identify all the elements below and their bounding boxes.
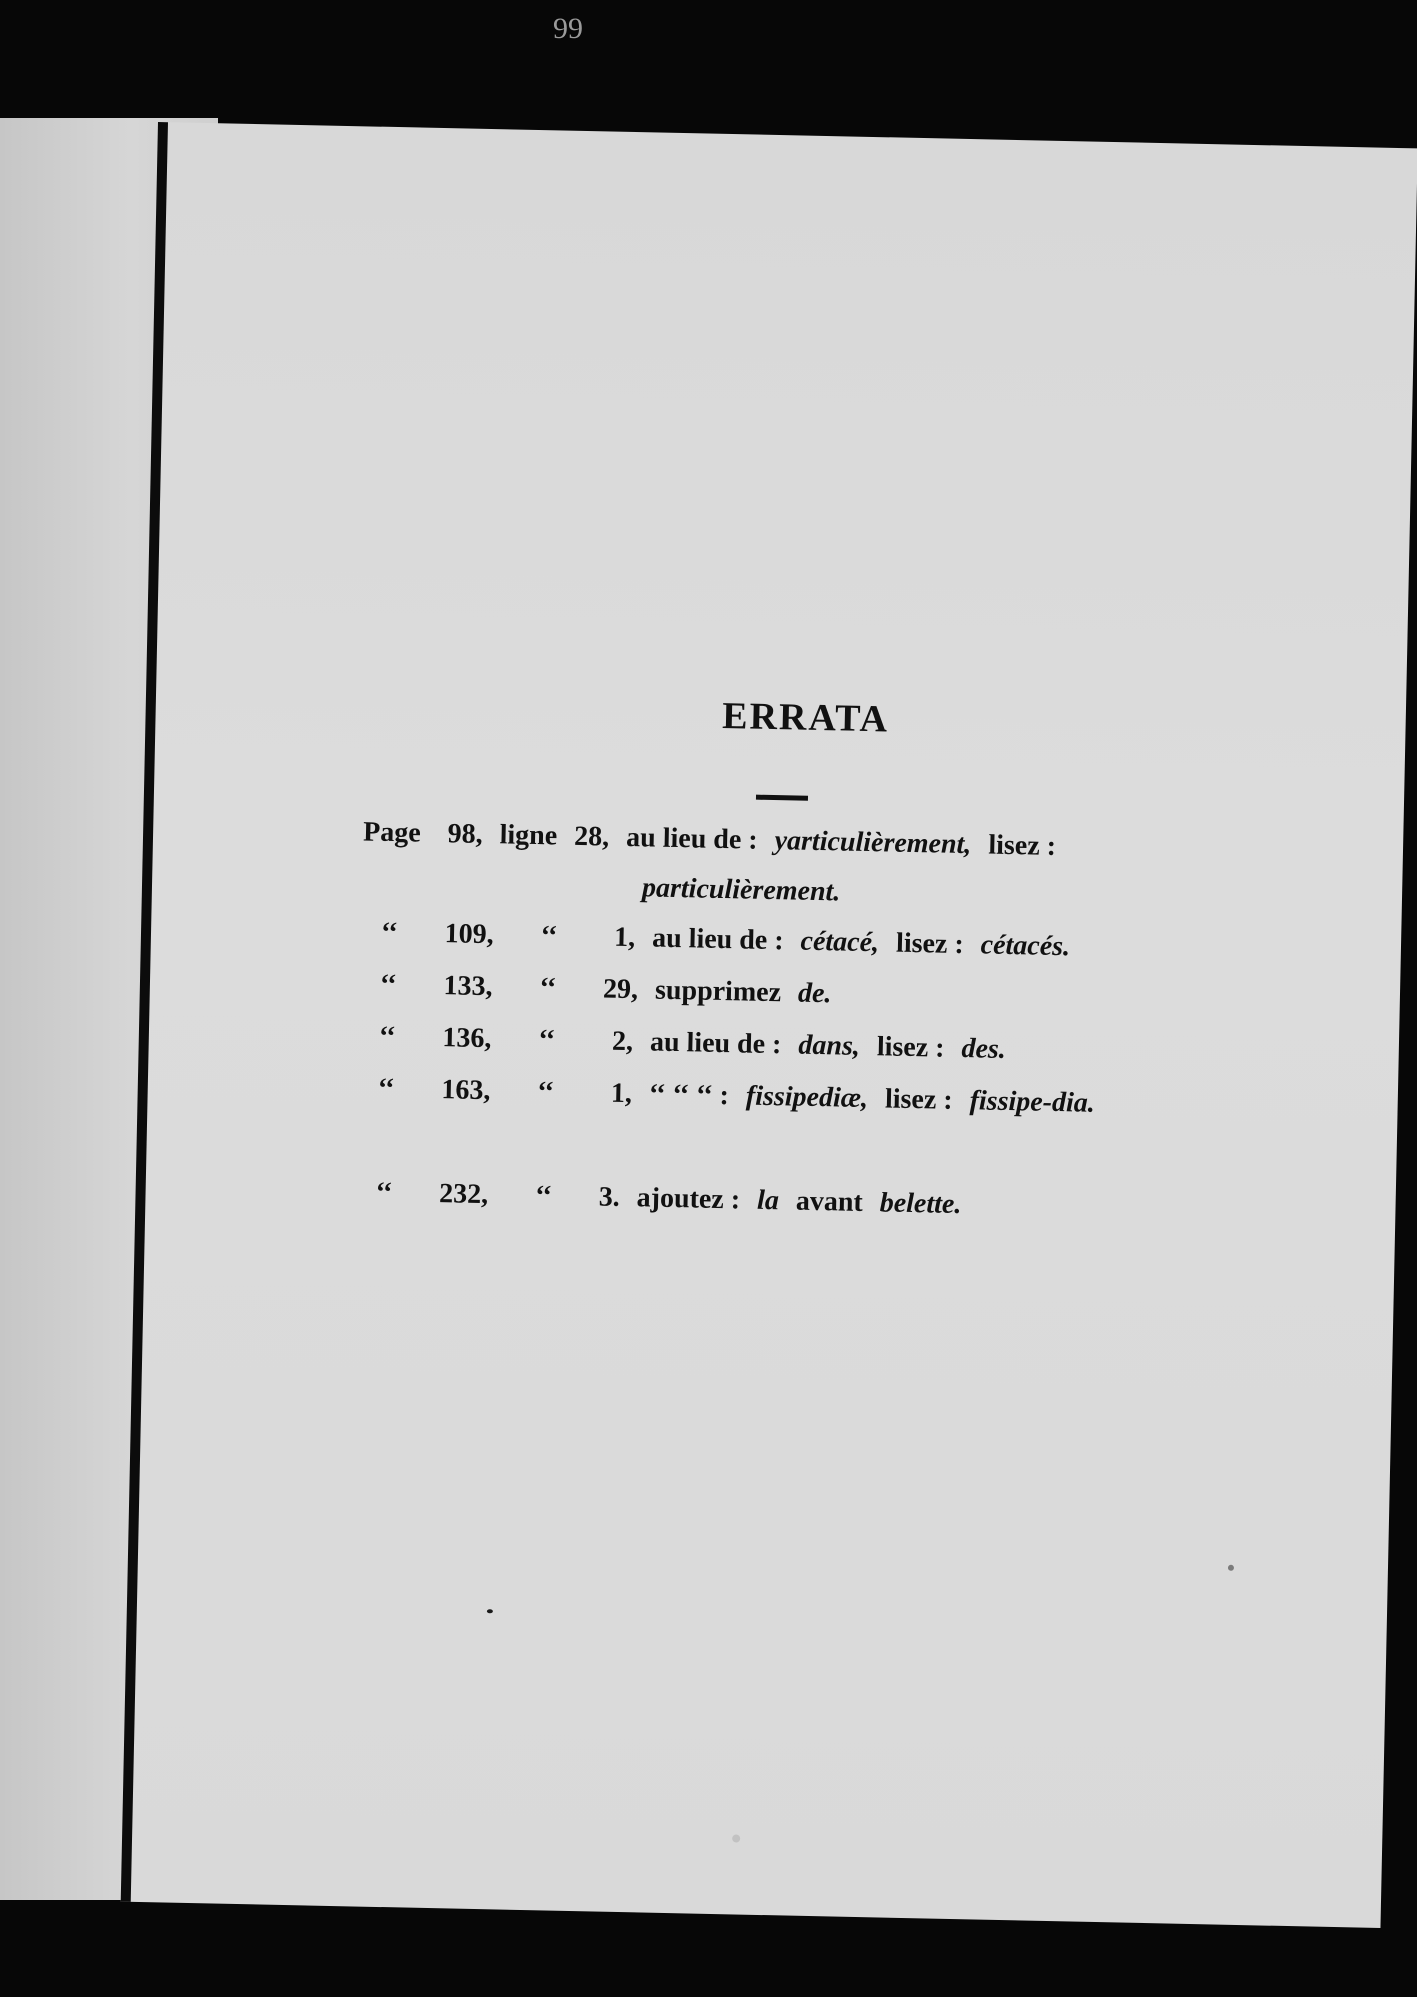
errata-row: ‘‘ 109, ‘‘ 1, au lieu de : cétacé, lisez : cétacés. <box>380 916 1071 963</box>
errata-row: ‘‘ 133, ‘‘ 29, supprimez de. <box>379 968 832 1010</box>
errata-page <box>121 122 1417 1928</box>
errata-title: ERRATA <box>721 694 890 741</box>
dust-speck <box>487 1609 493 1613</box>
errata-row: ‘‘ 136, ‘‘ 2, au lieu de : dans, lisez : des. <box>378 1020 1007 1065</box>
dust-speck <box>1228 1565 1234 1571</box>
title-rule <box>756 795 808 801</box>
errata-row-continuation: particulièrement. <box>641 872 841 908</box>
errata-row: Page 98, ligne 28, au lieu de : yarticulièrement, lisez : <box>362 816 1057 862</box>
errata-row: ‘‘ 163, ‘‘ 1, ‘‘ ‘‘ ‘‘ : fissipediæ, lisez : fissipe-dia. <box>377 1072 1096 1119</box>
errata-row: ‘‘ 232, ‘‘ 3. ajoutez : la avant belette. <box>375 1176 962 1221</box>
dust-speck <box>732 1834 740 1842</box>
top-mark: 99 <box>553 12 583 45</box>
